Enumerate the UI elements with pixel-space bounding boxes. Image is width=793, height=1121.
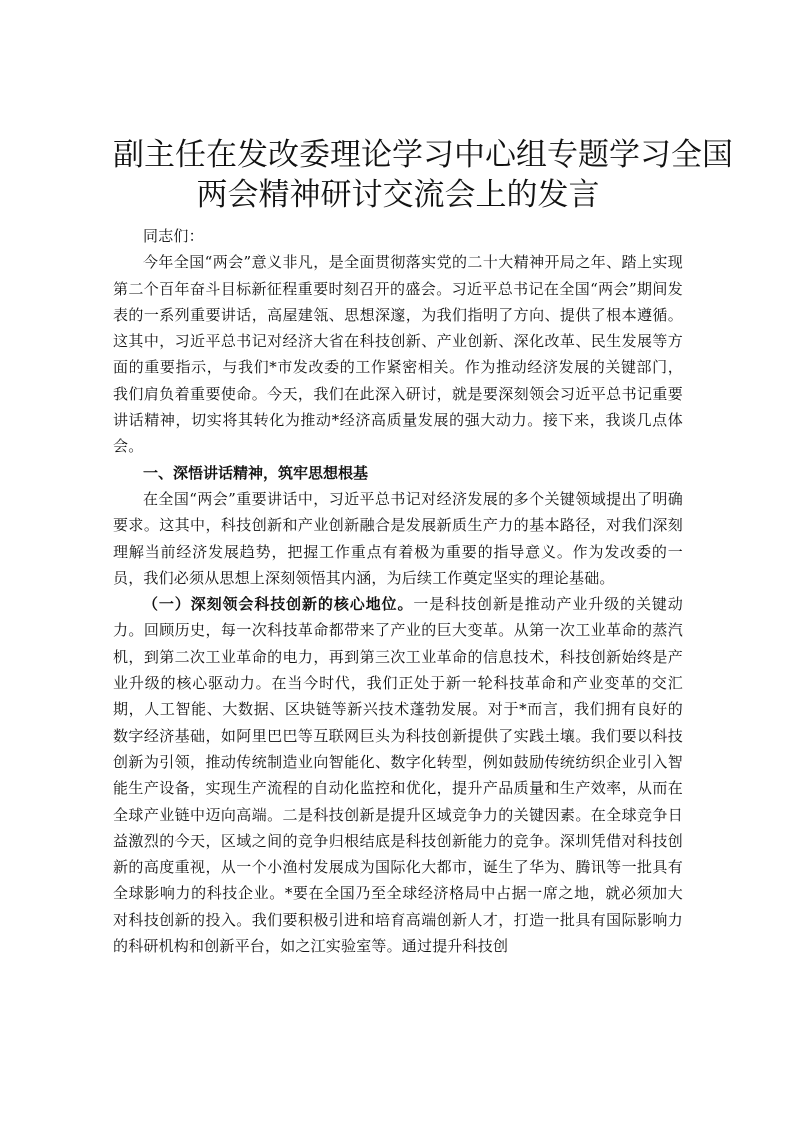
title-line-2: 两会精神研讨交流会上的发言 xyxy=(196,177,600,213)
title-line-1: 副主任在发改委理论学习中心组专题学习全国 xyxy=(113,137,733,173)
intro-paragraph: 今年全国“两会”意义非凡，是全面贯彻落实党的二十大精神开局之年、踏上实现第二个百年奋斗目标新征程重要时刻召开的盛会。习近平总书记在全国“两会”期间发表的一系列重要讲话，高屋建瓴、思想深邃，为我们指明了方向、提供了根本遵循。这其中，习近平总书记对经济大省在科技创新、产业创新、深化改革、民生发展等方面的重要指示，与我们*市发改委的工作紧密相关。作为推动经济发展的关键部门，我们肩负着重要使命。今天，我们在此深入研讨，就是要深刻领会习近平总书记重要讲话精神，切实将其转化为推动*经济高质量发展的强大动力。接下来，我谈几点体会。 xyxy=(113,253,683,456)
document-content xyxy=(113,135,733,959)
section-1-heading: 一、深悟讲话精神，筑牢思想根基 xyxy=(143,463,369,482)
section-1-paragraph: 在全国“两会”重要讲话中，习近平总书记对经济发展的多个关键领域提出了明确要求。这其中，科技创新和产业创新融合是发展新质生产力的基本路径，对我们深刻理解当前经济发展趋势，把握工作重点有着极为重要的指导意义。作为发改委的一员，我们必须从思想上深刻领悟其内涵，为后续工作奠定坚实的理论基础。 xyxy=(113,489,683,587)
subsection-1-paragraph xyxy=(113,591,683,959)
subsection-1-heading: （一）深刻领会科技创新的核心地位。 xyxy=(143,595,414,614)
subsection-1-body: 一是科技创新是推动产业升级的关键动力。回顾历史，每一次科技革命都带来了产业的巨大变革。从第一次工业革命的蒸汽机，到第二次工业革命的电力，再到第三次工业革命的信息技术，科技创新始终是产业升级的核心驱动力。在当今时代，我们正处于新一轮科技革命和产业变革的交汇期，人工智能、大数据、区块链等新兴技术蓬勃发展。对于*而言，我们拥有良好的数字经济基础，如阿里巴巴等互联网巨头为科技创新提供了实践土壤。我们要以科技创新为引领，推动传统制造业向智能化、数字化转型，例如鼓励传统纺织企业引入智能生产设备，实现生产流程的自动化监控和优化，提升产品质量和生产效率，从而在全球产业链中迈向高端。二是科技创新是提升区域竞争力的关键因素。在全球竞争日益激烈的今天，区域之间的竞争归根结底是科技创新能力的竞争。深圳凭借对科技创新的高度重视，从一个小渔村发展成为国际化大都市，诞生了华为、腾讯等一批具有全球影响力的科技企业。*要在全国乃至全球经济格局中占据一席之地，就必须加大对科技创新的投入。我们要积极引进和培育高端创新人才，打造一批具有国际影响力的科研机构和创新平台，如之江实验室等。通过提升科技创 xyxy=(113,595,684,956)
salutation: 同志们： xyxy=(143,227,204,245)
document-title xyxy=(113,135,733,215)
